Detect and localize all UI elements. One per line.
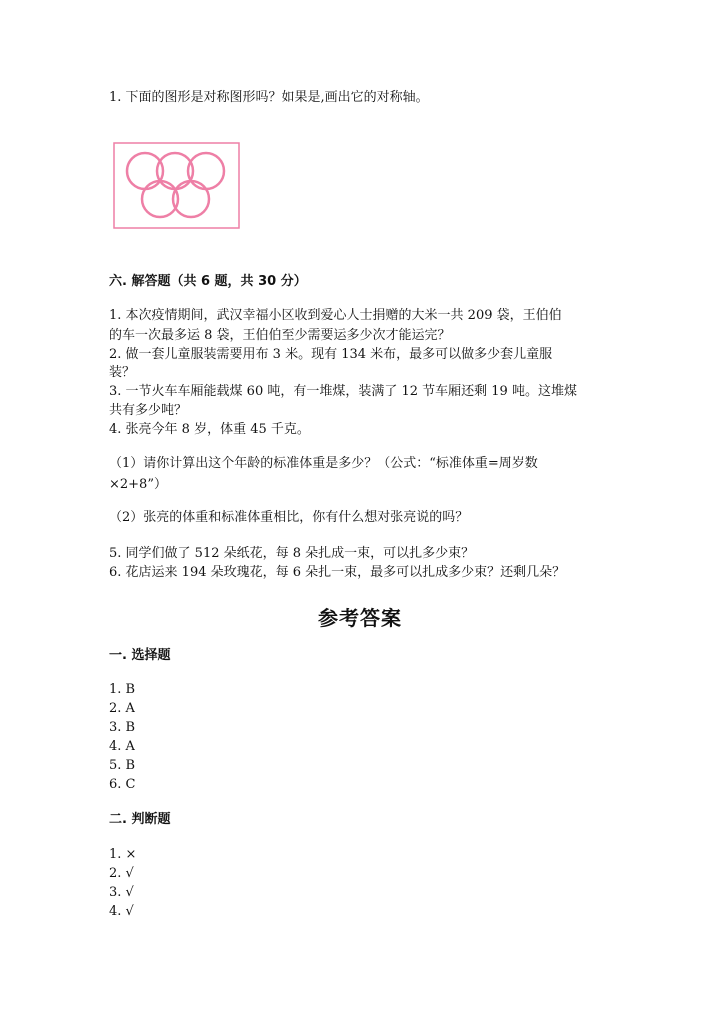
answer-item: 2. A (109, 701, 135, 716)
question-line: 6. 花店运来 194 朵玫瑰花，每 6 朵扎一束，最多可以扎成多少束？还剩几朵？ (109, 565, 566, 580)
question-line: ×2+8”） (109, 477, 167, 492)
question-line: 装？ (109, 365, 136, 380)
question-line: 3. 一节火车车厢能载煤 60 吨，有一堆煤，装满了 12 节车厢还剩 19 吨。这堆煤 (109, 384, 577, 399)
answer-item: 5. B (109, 758, 136, 773)
answer-item: 1. × (109, 847, 137, 862)
question-line: （1）请你计算出这个年龄的标准体重是多少？（公式：“标准体重=周岁数 (109, 456, 538, 471)
answer-item: 3. √ (109, 885, 134, 900)
question-line: 4. 张亮今年 8 岁，体重 45 千克。 (109, 422, 310, 437)
question-line: 的车一次最多运 8 袋，王伯伯至少需要运多少次才能运完？ (109, 328, 451, 343)
question-line: 5. 同学们做了 512 朵纸花，每 8 朵扎成一束，可以扎多少束？ (109, 546, 475, 561)
question-line: 共有多少吨？ (109, 403, 188, 418)
answer-item: 2. √ (109, 866, 134, 881)
answers-section1-heading: 一. 选择题 (109, 648, 171, 663)
answers-title: 参考答案 (318, 606, 402, 630)
answer-item: 1. B (109, 682, 136, 697)
question-line: 1. 本次疫情期间，武汉幸福小区收到爱心人士捐赠的大米一共 209 袋，王伯伯 (109, 308, 562, 323)
section6-heading: 六. 解答题（共 6 题，共 30 分） (109, 274, 307, 289)
answers-section2-heading: 二. 判断题 (109, 812, 171, 827)
answer-item: 6. C (109, 777, 136, 792)
question-symmetry: 1. 下面的图形是对称图形吗？如果是,画出它的对称轴。 (109, 90, 429, 105)
answer-item: 4. √ (109, 904, 134, 919)
answer-item: 4. A (109, 739, 135, 754)
answer-item: 3. B (109, 720, 136, 735)
olympic-rings-icon (113, 142, 241, 230)
question-line: （2）张亮的体重和标准体重相比，你有什么想对张亮说的吗？ (109, 510, 469, 525)
question-line: 2. 做一套儿童服装需要用布 3 米。现有 134 米布，最多可以做多少套儿童服 (109, 347, 553, 362)
